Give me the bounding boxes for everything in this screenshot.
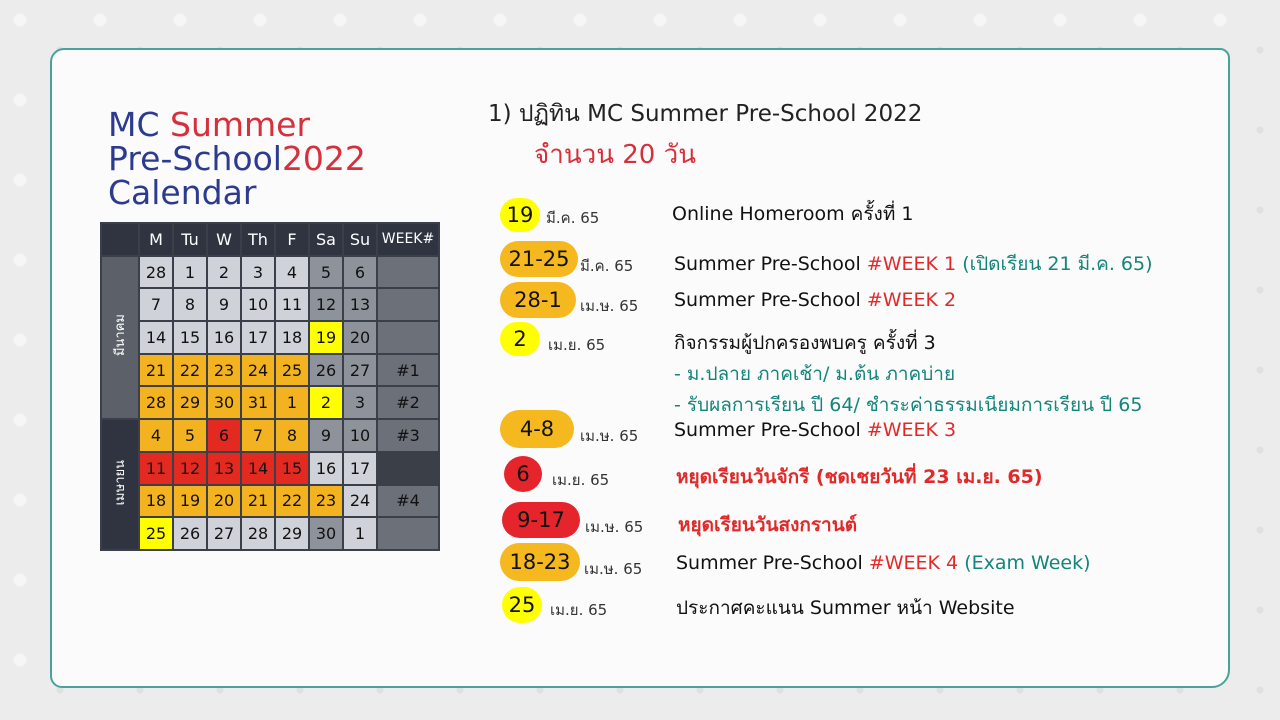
- day-cell: 6: [343, 256, 377, 289]
- day-cell: 13: [207, 452, 241, 485]
- day-cell: 20: [207, 485, 241, 518]
- month-label-march: [101, 256, 139, 419]
- day-cell: 23: [309, 485, 343, 518]
- day-cell: 10: [241, 288, 275, 321]
- day-cell: 26: [173, 517, 207, 550]
- month-text: เมษายน: [112, 459, 128, 506]
- day-cell: 17: [343, 452, 377, 485]
- header-corner: [101, 223, 139, 256]
- day-cell: 22: [275, 485, 309, 518]
- day-cell: 26: [309, 354, 343, 387]
- week-cell: [377, 256, 439, 289]
- day-cell: 28: [139, 386, 173, 419]
- day-cell: 14: [241, 452, 275, 485]
- day-cell: 19: [173, 485, 207, 518]
- header-cell: Tu: [173, 223, 207, 256]
- event-date-badge: 18-23: [500, 543, 580, 581]
- day-cell: 1: [173, 256, 207, 289]
- day-cell: 30: [309, 517, 343, 550]
- day-cell: 25: [275, 354, 309, 387]
- title-year: 2022: [281, 139, 366, 178]
- title-preschool: Pre-School: [108, 139, 282, 178]
- header-cell: WEEK#: [377, 223, 439, 256]
- day-cell: 28: [241, 517, 275, 550]
- event-text: กิจกรรมผู้ปกครองพบครู ครั้งที่ 3: [674, 332, 936, 354]
- day-cell: 4: [139, 419, 173, 452]
- event-month: มี.ค. 65: [580, 257, 634, 275]
- week-cell: [377, 452, 439, 485]
- header-cell: M: [139, 223, 173, 256]
- event-date-badge: 21-25: [500, 241, 578, 277]
- day-cell: 24: [241, 354, 275, 387]
- calendar-row: [101, 354, 439, 387]
- day-cell: 7: [241, 419, 275, 452]
- event-month: เม.ษ. 65: [585, 518, 644, 536]
- event-text: [674, 289, 956, 311]
- day-cell: 7: [139, 288, 173, 321]
- day-cell: 12: [173, 452, 207, 485]
- header-cell: W: [207, 223, 241, 256]
- day-cell: 27: [207, 517, 241, 550]
- day-cell: 5: [173, 419, 207, 452]
- calendar-row: [101, 321, 439, 354]
- event-date-badge: 25: [502, 587, 542, 623]
- day-cell: 9: [207, 288, 241, 321]
- calendar-row: [101, 256, 439, 289]
- day-cell: 10: [343, 419, 377, 452]
- event-date-badge: 28-1: [500, 282, 576, 318]
- week-cell: [377, 288, 439, 321]
- day-cell: 21: [241, 485, 275, 518]
- event-text-main: Summer Pre-School: [674, 419, 867, 441]
- calendar-row: [101, 419, 439, 452]
- title-summer: Summer: [170, 105, 311, 144]
- day-cell: 15: [173, 321, 207, 354]
- header-cell: Th: [241, 223, 275, 256]
- event-month: เม.ย. 65: [548, 336, 606, 354]
- day-cell: 8: [173, 288, 207, 321]
- schedule-subheading: จำนวน 20 วัน: [534, 140, 696, 170]
- event-week-tag: #WEEK 3: [866, 419, 957, 441]
- event-month: มี.ค. 65: [546, 209, 600, 227]
- calendar-header-row: [101, 223, 439, 256]
- day-cell: 4: [275, 256, 309, 289]
- week-cell: [377, 517, 439, 550]
- day-cell: 8: [275, 419, 309, 452]
- day-cell: 11: [139, 452, 173, 485]
- event-text: หยุดเรียนวันจักรี (ชดเชยวันที่ 23 เม.ย. 65): [676, 466, 1043, 488]
- calendar-row: [101, 517, 439, 550]
- day-cell: 15: [275, 452, 309, 485]
- day-cell: 27: [343, 354, 377, 387]
- day-cell: 18: [275, 321, 309, 354]
- day-cell: 2: [207, 256, 241, 289]
- day-cell: 21: [139, 354, 173, 387]
- day-cell: 3: [241, 256, 275, 289]
- day-cell: 17: [241, 321, 275, 354]
- day-cell: 22: [173, 354, 207, 387]
- month-label-april: [101, 419, 139, 550]
- calendar-row: [101, 452, 439, 485]
- event-month: เม.ย. 65: [550, 601, 608, 619]
- event-month: เม.ษ. 65: [580, 427, 639, 445]
- day-cell: 29: [275, 517, 309, 550]
- day-cell: 1: [343, 517, 377, 550]
- event-text-main: Summer Pre-School: [674, 253, 867, 275]
- event-week-tag: #WEEK 2: [866, 289, 957, 311]
- calendar-row: [101, 386, 439, 419]
- event-text-main: Summer Pre-School: [674, 289, 867, 311]
- day-cell: 29: [173, 386, 207, 419]
- event-date-badge: 2: [500, 322, 540, 356]
- event-week-tag: #WEEK 1: [866, 253, 963, 275]
- event-note: (เปิดเรียน 21 มี.ค. 65): [962, 253, 1153, 275]
- event-text: [676, 552, 1091, 574]
- title-calendar: Calendar: [108, 173, 257, 212]
- event-text: Online Homeroom ครั้งที่ 1: [672, 203, 914, 225]
- calendar-row: [101, 485, 439, 518]
- calendar-row: [101, 288, 439, 321]
- header-cell: F: [275, 223, 309, 256]
- title-mc: MC: [108, 105, 160, 144]
- day-cell: 19: [309, 321, 343, 354]
- event-text: [674, 419, 956, 441]
- day-cell: 13: [343, 288, 377, 321]
- event-text: ประกาศคะแนน Summer หน้า Website: [676, 597, 1015, 619]
- day-cell: 6: [207, 419, 241, 452]
- week-cell: #3: [377, 419, 439, 452]
- header-cell: Sa: [309, 223, 343, 256]
- month-text: มีนาคม: [112, 314, 128, 357]
- day-cell: 16: [207, 321, 241, 354]
- day-cell: 28: [139, 256, 173, 289]
- schedule-heading: 1) ปฏิทิน MC Summer Pre-School 2022: [488, 101, 923, 127]
- event-bullet: - ม.ปลาย ภาคเช้า/ ม.ต้น ภาคบ่าย: [674, 363, 956, 385]
- event-month: เม.ษ. 65: [584, 560, 643, 578]
- event-text: [674, 249, 1153, 279]
- event-text: หยุดเรียนวันสงกรานต์: [678, 514, 858, 536]
- day-cell: 1: [275, 386, 309, 419]
- event-date-badge: 6: [504, 456, 542, 492]
- day-cell: 24: [343, 485, 377, 518]
- day-cell: 11: [275, 288, 309, 321]
- day-cell: 9: [309, 419, 343, 452]
- day-cell: 23: [207, 354, 241, 387]
- event-bullet: - รับผลการเรียน ปี 64/ ชำระค่าธรรมเนียมการเรียน ปี 65: [674, 394, 1143, 416]
- day-cell: 5: [309, 256, 343, 289]
- day-cell: 20: [343, 321, 377, 354]
- day-cell: 14: [139, 321, 173, 354]
- week-cell: [377, 321, 439, 354]
- event-note: (Exam Week): [964, 552, 1091, 574]
- day-cell: 25: [139, 517, 173, 550]
- day-cell: 18: [139, 485, 173, 518]
- calendar-table: [100, 222, 440, 551]
- calendar-title: [108, 105, 366, 212]
- event-date-badge: 9-17: [502, 502, 580, 538]
- day-cell: 12: [309, 288, 343, 321]
- event-date-badge: 4-8: [500, 410, 574, 448]
- event-text-main: Summer Pre-School: [676, 552, 869, 574]
- event-month: เม.ย. 65: [552, 471, 610, 489]
- day-cell: 3: [343, 386, 377, 419]
- day-cell: 16: [309, 452, 343, 485]
- event-month: เม.ษ. 65: [580, 297, 639, 315]
- event-date-badge: 19: [500, 198, 540, 232]
- header-cell: Su: [343, 223, 377, 256]
- week-cell: #4: [377, 485, 439, 518]
- day-cell: 30: [207, 386, 241, 419]
- day-cell: 31: [241, 386, 275, 419]
- week-cell: #1: [377, 354, 439, 387]
- event-week-tag: #WEEK 4: [868, 552, 965, 574]
- day-cell: 2: [309, 386, 343, 419]
- week-cell: #2: [377, 386, 439, 419]
